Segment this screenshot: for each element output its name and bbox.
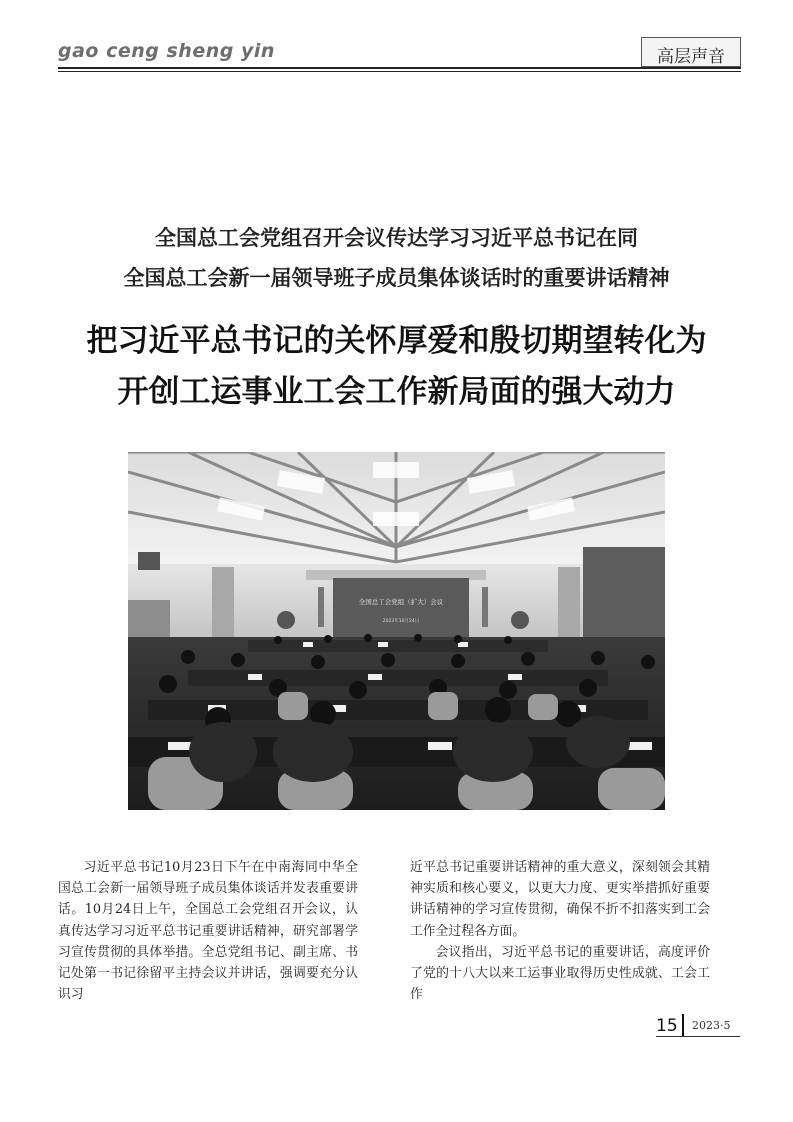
meeting-photo (128, 452, 665, 810)
right-paragraph-1: 近平总书记重要讲话精神的重大意义，深刻领会其精神实质和核心要义，以更大力度、更实举措抓好重要讲话精神的学习宣传贯彻，确保不折不扣落实到工会工作全过程各方面。 (410, 860, 710, 939)
header-pinyin: gao ceng sheng yin (58, 40, 275, 62)
header-rule-thin (58, 71, 741, 72)
section-tag (641, 37, 741, 67)
left-paragraph-1: 习近平总书记10月23日下午在中南海同中华全国总工会新一届领导班子成员集体谈话并发表重要讲话。10月24日上午，全国总工会党组召开会议，认真传达学习习近平总书记重要讲话精神，研究部署学习宣传贯彻的具体举措。全总党组书记、副主席、书记处第一书记徐留平主持会议并讲话，强调要充分认识习 (58, 860, 358, 1003)
kicker-line-2: 全国总工会新一届领导班子成员集体谈话时的重要讲话精神 (123, 265, 670, 290)
kicker-line-1: 全国总工会党组召开会议传达学习习近平总书记在同 (155, 225, 638, 250)
body-column-right (410, 857, 710, 1005)
page-divider (682, 1014, 684, 1036)
section-label: 高层声音 (657, 47, 725, 67)
headline-line-2: 开创工运事业工会工作新局面的强大动力 (117, 374, 676, 410)
header-rule (58, 67, 741, 69)
page-number: 15 (656, 1016, 678, 1036)
footer-rule (656, 1036, 740, 1037)
body-column-left (58, 857, 358, 1005)
issue-label: 2023·5 (692, 1019, 731, 1032)
headline-line-1: 把习近平总书记的关怀厚爱和殷切期望转化为 (86, 323, 707, 359)
backdrop-title: 全国总工会党组（扩大）会议 (358, 598, 444, 606)
right-paragraph-2: 会议指出，习近平总书记的重要讲话，高度评价了党的十八大以来工运事业取得历史性成就、工会工作 (410, 944, 710, 1003)
backdrop-date: 2023年10月24日 (382, 619, 420, 624)
